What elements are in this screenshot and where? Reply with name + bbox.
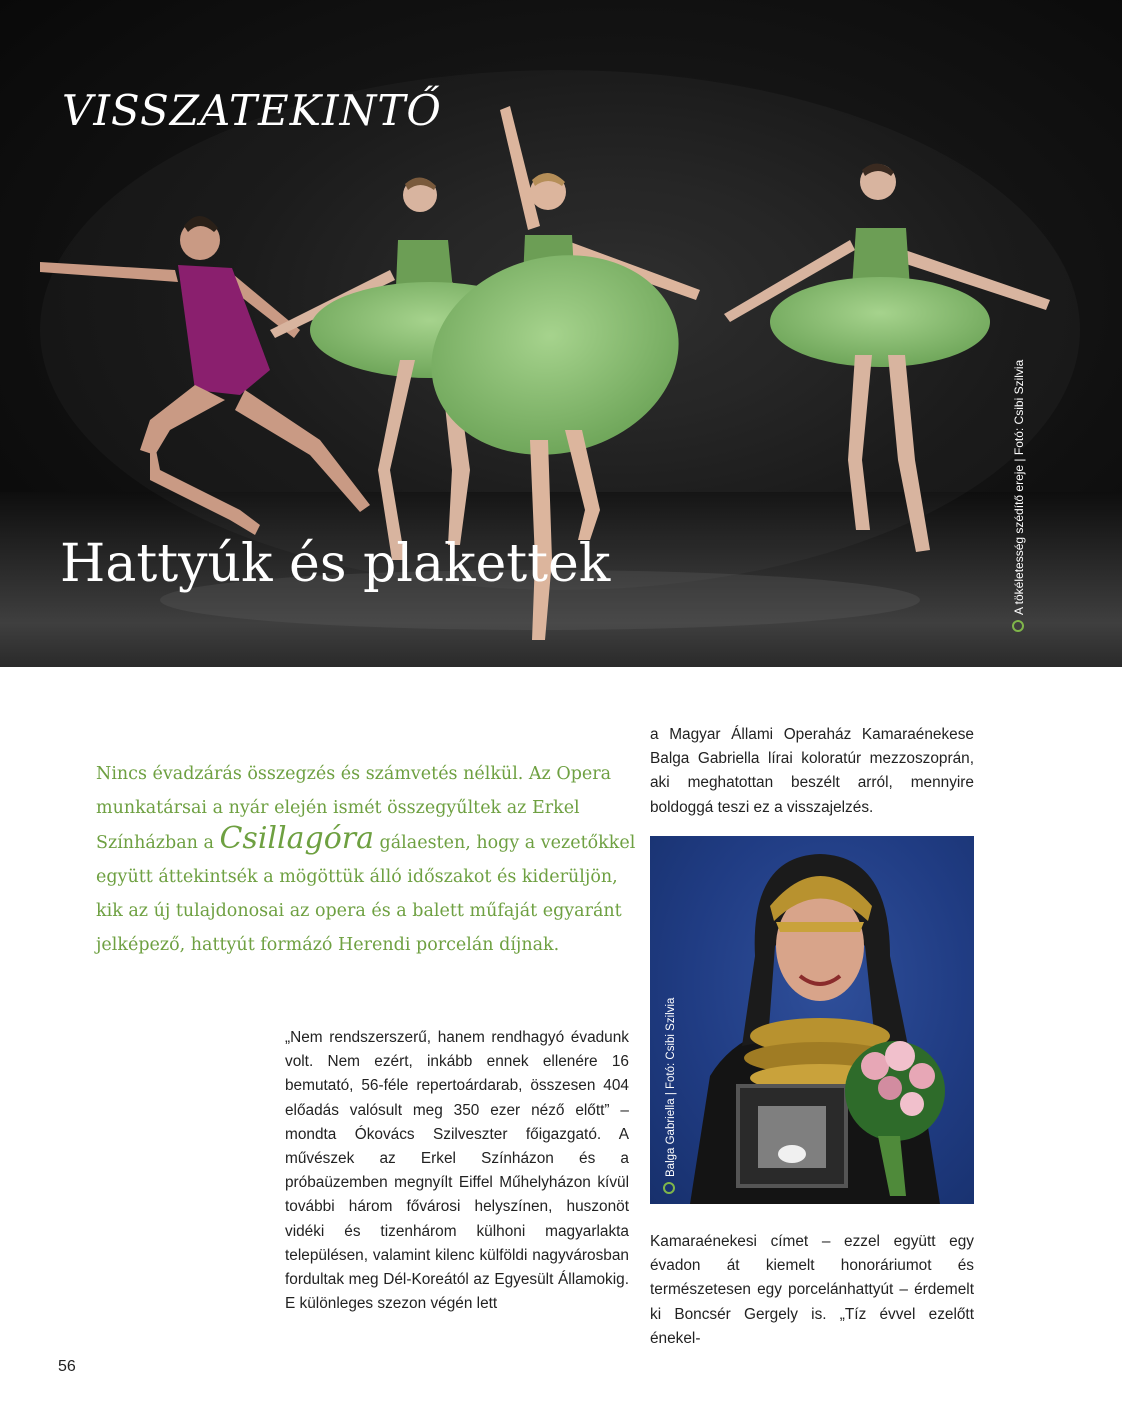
hero-photo <box>0 0 1122 667</box>
body-column-right-top: a Magyar Állami Operaház Kamaraénekese Balga Gabriella lírai koloratúr mezzoszoprán, aki meghatottan beszélt arról, mennyire boldoggá teszi ez a visszajelzés. <box>650 726 974 816</box>
page-number: 56 <box>58 1358 76 1375</box>
singer-photo <box>650 836 974 1204</box>
lead-highlight: Csillagóra <box>219 820 374 856</box>
lead-paragraph <box>96 757 636 963</box>
hero-credit-text: A tökéletesség szédítő ereje | Fotó: Csibi Szilvia <box>1012 359 1026 615</box>
circle-bullet-icon <box>663 1182 675 1194</box>
article-title: Hattyúk és plakettek <box>60 534 611 594</box>
lead-text-part2: gálaesten, hogy a vezetőkkel együtt áttekintsék a mögöttük álló időszakot és kiderüljön, kik az új tulajdonosai az opera és a balett műfaját egyaránt jelképező, hattyút formázó Herendi porcelán díjnak. <box>96 832 636 956</box>
circle-bullet-icon <box>1012 620 1024 632</box>
hero-photo-credit <box>1008 352 1028 632</box>
body-column-right-bottom: Kamaraénekesi címet – ezzel együtt egy évadon át kiemelt honoráriumot és természetesen egy porcelánhattyút – érdemelt ki Boncsér Gergely is. „Tíz évvel ezelőtt énekel- <box>650 1233 974 1347</box>
singer-illustration <box>650 836 974 1204</box>
singer-credit-text: Balga Gabriella | Fotó: Csibi Szilvia <box>665 997 677 1177</box>
lead-text-part1: Nincs évadzárás összegzés és számvetés nélkül. Az Opera munkatársai a nyár elején ismét összegyűltek az Erkel Színházban a <box>96 764 612 853</box>
body-column-middle: „Nem rendszerszerű, hanem rendhagyó évadunk volt. Nem ezért, inkább ennek ellenére 16 bemutató, 56-féle repertoárdarab, összesen 404 előadás valósult meg 350 ezer néző előtt” – mondta Ókovács Szilveszter főigazgató. A művészek az Erkel Színházon és a próbaüzemben megnyílt Eiffel Műhelyházon kívül további három fővárosi helyszínen, huszonöt vidéki és tizenhárom külhoni magyarlakta településen, valamint kilenc külföldi nagyvárosban fordultak meg Dél-Koreától az Egyesült Államokig. E különleges szezon végén lett <box>285 1029 629 1313</box>
section-kicker: VISSZATEKINTŐ <box>62 86 442 135</box>
